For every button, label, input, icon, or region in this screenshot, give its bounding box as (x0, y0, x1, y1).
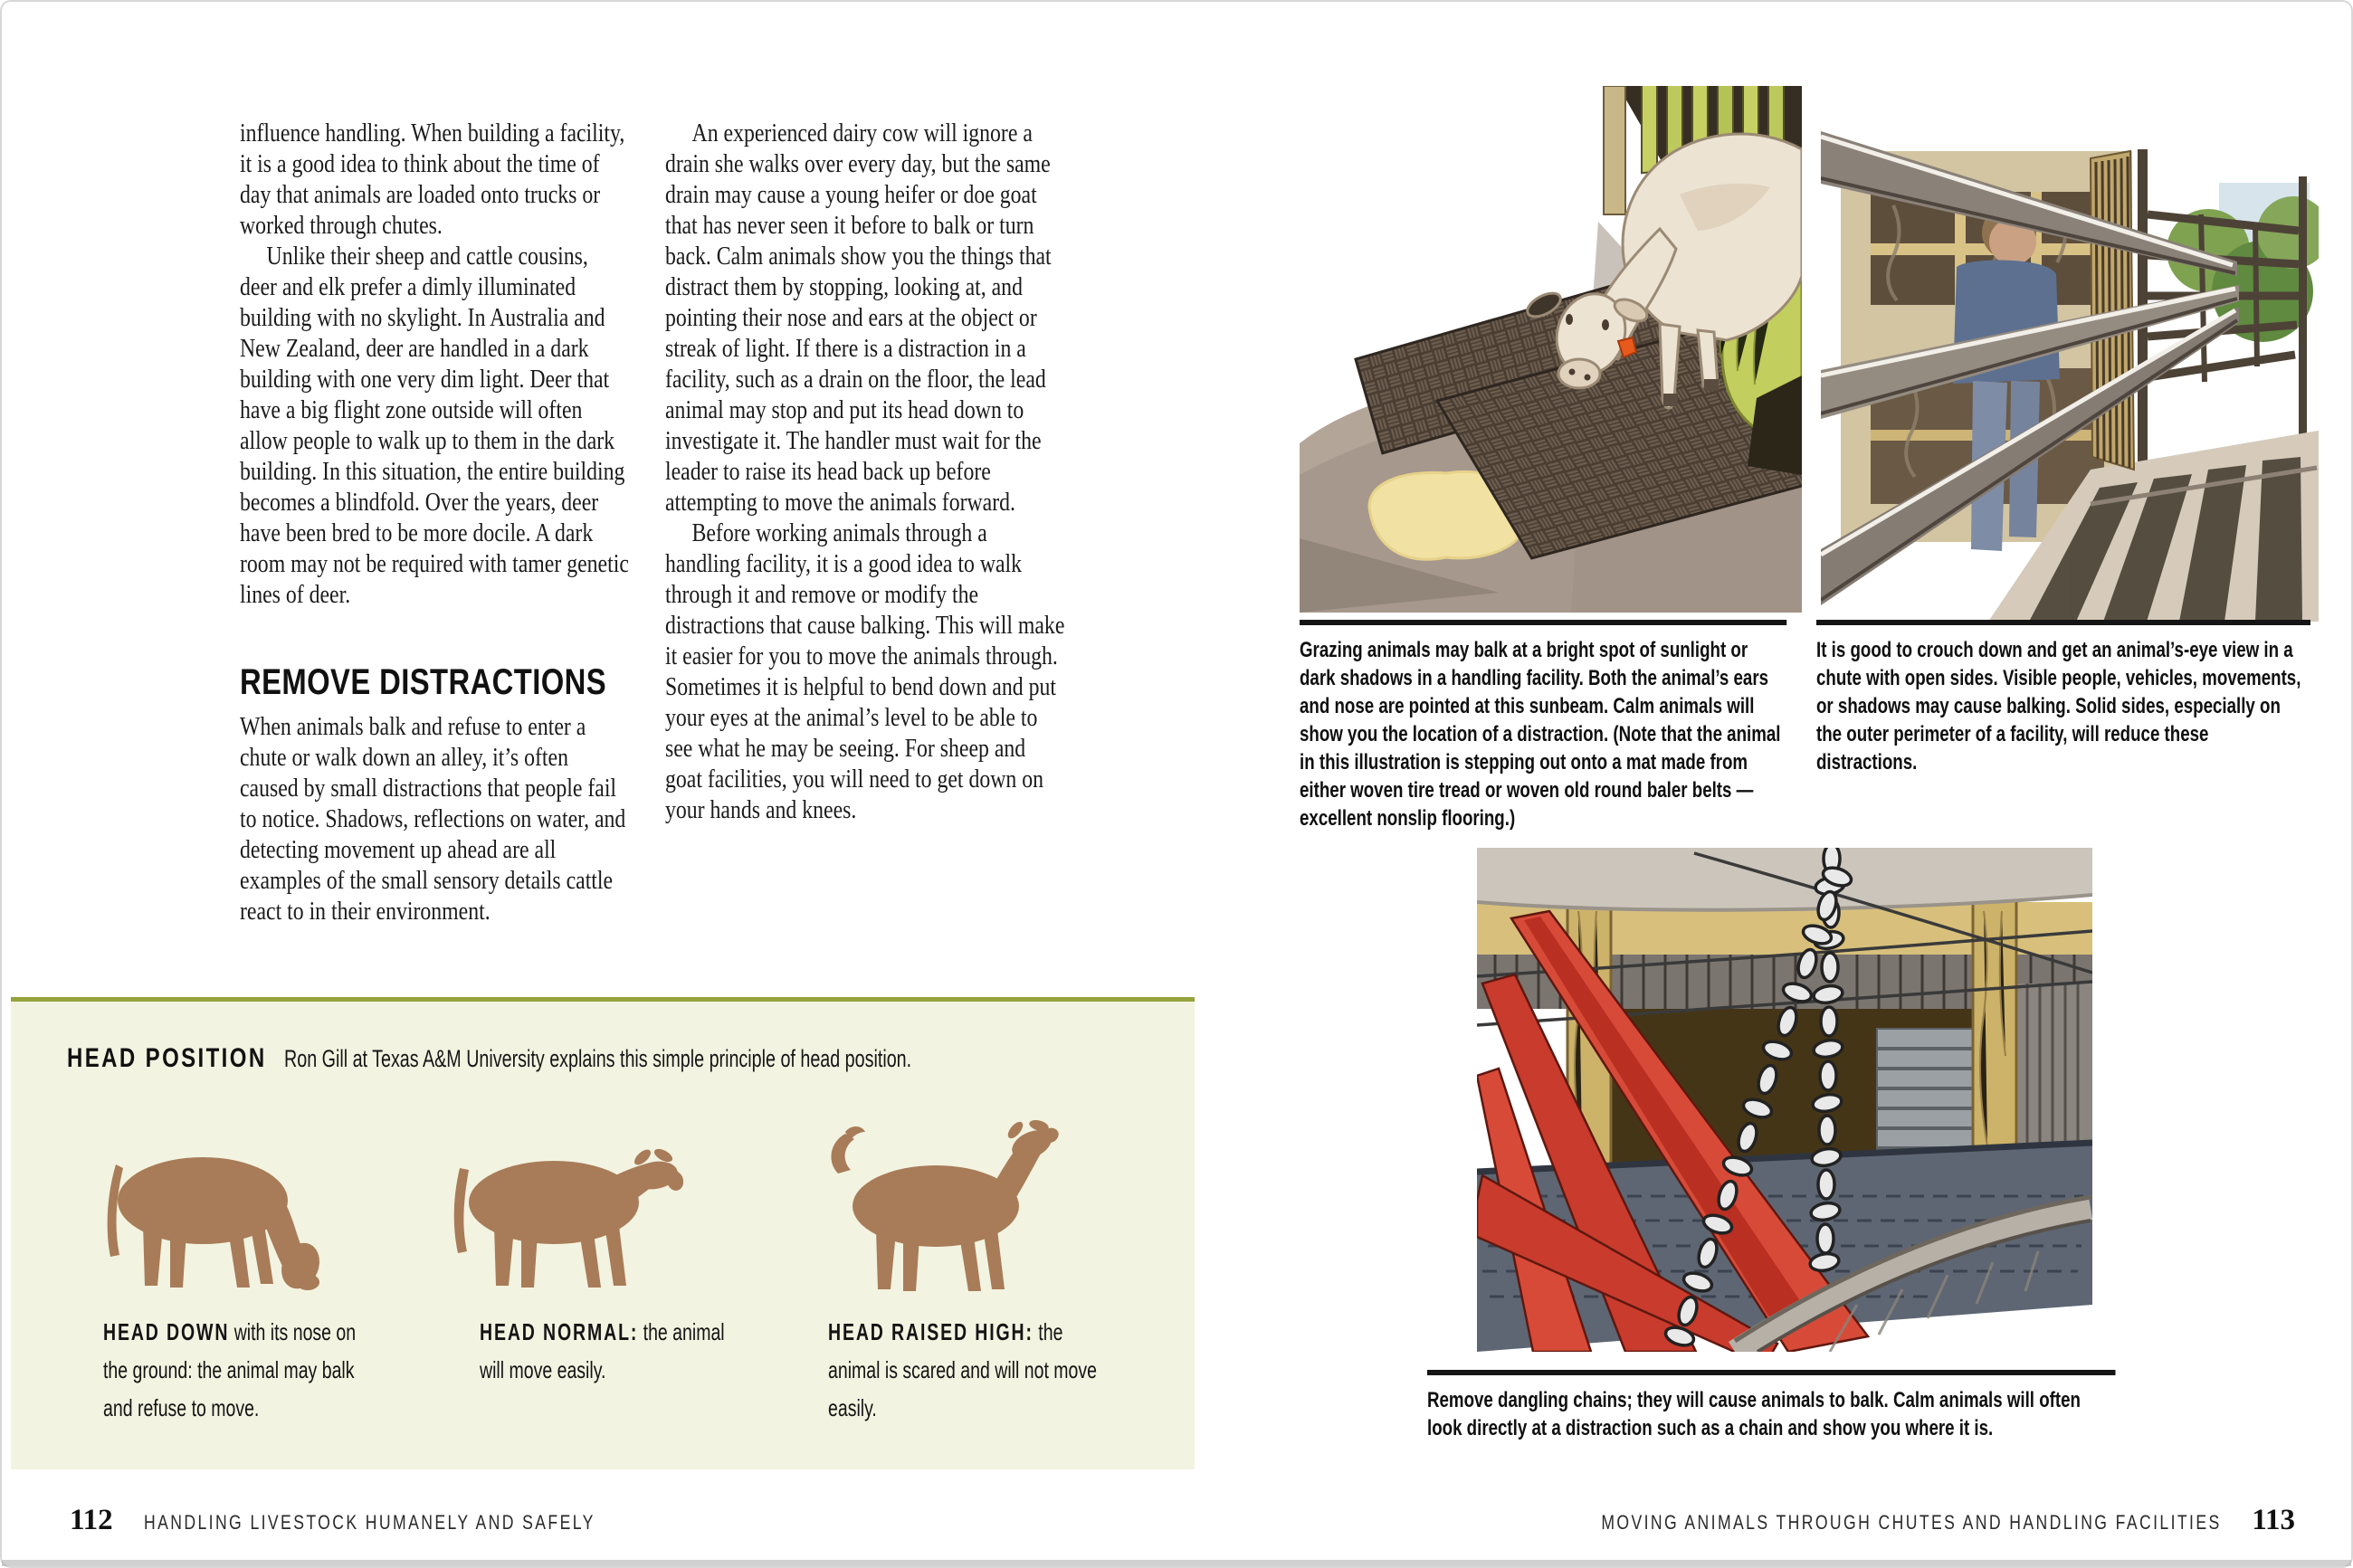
body-paragraph: An experienced dairy cow will ignore a drain she walks over every day, but the same drain may cause a young heifer or doe goat that has never seen it before to balk or turn back. Calm animals show you the things that distract them by stopping, looking at, and pointing their nose and ears at the object or streak of light. If there is a distraction in a facility, such as a drain on the floor, the lead animal may stop and put its head down to investigate it. The handler must wait for the leader to raise its head back up before attempting to move the animals forward. (665, 119, 1052, 517)
caption-head-normal (480, 1313, 751, 1389)
cow-head-normal-icon (443, 1117, 683, 1294)
caption-chute-open-sides: It is good to crouch down and get an animal’s-eye view in a chute with open sides. Visible people, vehicles, movements, or shadows may cause balking. Solid sides, especially on the outer perimeter of a facility, will reduce these distractions. (1816, 620, 2310, 776)
head-position-intro: Ron Gill at Texas A&M University explains this simple principle of head position. (284, 1045, 912, 1072)
head-position-header (67, 1043, 1144, 1074)
illustration-dangling-chains (1477, 848, 2092, 1352)
caption-head-down-label: HEAD DOWN (103, 1318, 230, 1345)
left-page-column-2 (665, 118, 1066, 825)
right-footer-text: MOVING ANIMALS THROUGH CHUTES AND HANDLING FACILITIES (1601, 1511, 2222, 1534)
left-footer-text: HANDLING LIVESTOCK HUMANELY AND SAFELY (143, 1511, 595, 1534)
right-running-footer (1446, 1504, 2295, 1537)
caption-cow-on-mat: Grazing animals may balk at a bright spot of sunlight or dark shadows in a handling facility. Both the animal’s ears and nose are pointed at this sunbeam. Calm animals will show you the location of a distraction. (Note that the animal in this illustration is stepping out onto a mat made from either woven tire tread or woven old round baler belts — excellent nonslip flooring.) (1300, 620, 1786, 832)
left-page-number: 112 (70, 1504, 113, 1536)
cow-head-raised-icon (824, 1117, 1063, 1294)
body-paragraph: influence handling. When building a facility, it is a good idea to think about the time of day that animals are loaded onto trucks or worked through chutes. (240, 119, 625, 240)
body-paragraph: Unlike their sheep and cattle cousins, deer and elk prefer a dimly illuminated building with no skylight. In Australia and New Zealand, deer are handled in a dark building with one very dim light. Deer that have a big flight zone outside will often allow people to walk up to them in the dark building. In this situation, the entire building becomes a blindfold. Over the years, deer have been bred to be more docile. A dark room may not be required with tamer genetic lines of deer. (240, 242, 629, 609)
left-page-column-1 (240, 118, 630, 927)
body-paragraph: When animals balk and refuse to enter a chute or walk down an alley, it’s often caused by small distractions that people fail to notice. Shadows, reflections on water, and detecting movement up ahead are all examples of the small sensory details cattle react to in their environment. (240, 712, 626, 926)
section-heading-remove-distractions: REMOVE DISTRACTIONS (240, 662, 607, 702)
right-page-number: 113 (2252, 1504, 2295, 1536)
cow-head-down-icon (94, 1117, 334, 1294)
illustration-chute-open-sides (1821, 79, 2319, 622)
left-running-footer (70, 1504, 708, 1537)
caption-head-down (103, 1313, 375, 1427)
page-bottom-edge (2, 1560, 2351, 1566)
head-position-label: HEAD POSITION (67, 1043, 267, 1073)
caption-head-normal-label: HEAD NORMAL: (480, 1318, 639, 1345)
head-position-panel (11, 997, 1195, 1469)
caption-head-raised (828, 1313, 1100, 1427)
body-paragraph: Before working animals through a handling facility, it is a good idea to walk through it and remove or modify the distractions that cause balking. This will make it easier for you to move the animals through. Sometimes it is helpful to bend down and put your eyes at the animal’s level to be able to see what he may be seeing. For sheep and goat facilities, you will need to get down on your hands and knees. (665, 518, 1065, 824)
caption-head-down-text: with its nose on the ground: the animal may balk and refuse to move. (103, 1318, 357, 1421)
caption-head-raised-label: HEAD RAISED HIGH: (828, 1318, 1034, 1345)
caption-head-raised-text: the animal is scared and will not move easily. (828, 1318, 1097, 1421)
illustration-cow-on-mat (1300, 86, 1802, 613)
caption-dangling-chains: Remove dangling chains; they will cause animals to balk. Calm animals will often look directly at a distraction such as a chain and show you where it is. (1427, 1370, 2116, 1442)
caption-head-normal-text: the animal will move easily. (480, 1318, 725, 1383)
